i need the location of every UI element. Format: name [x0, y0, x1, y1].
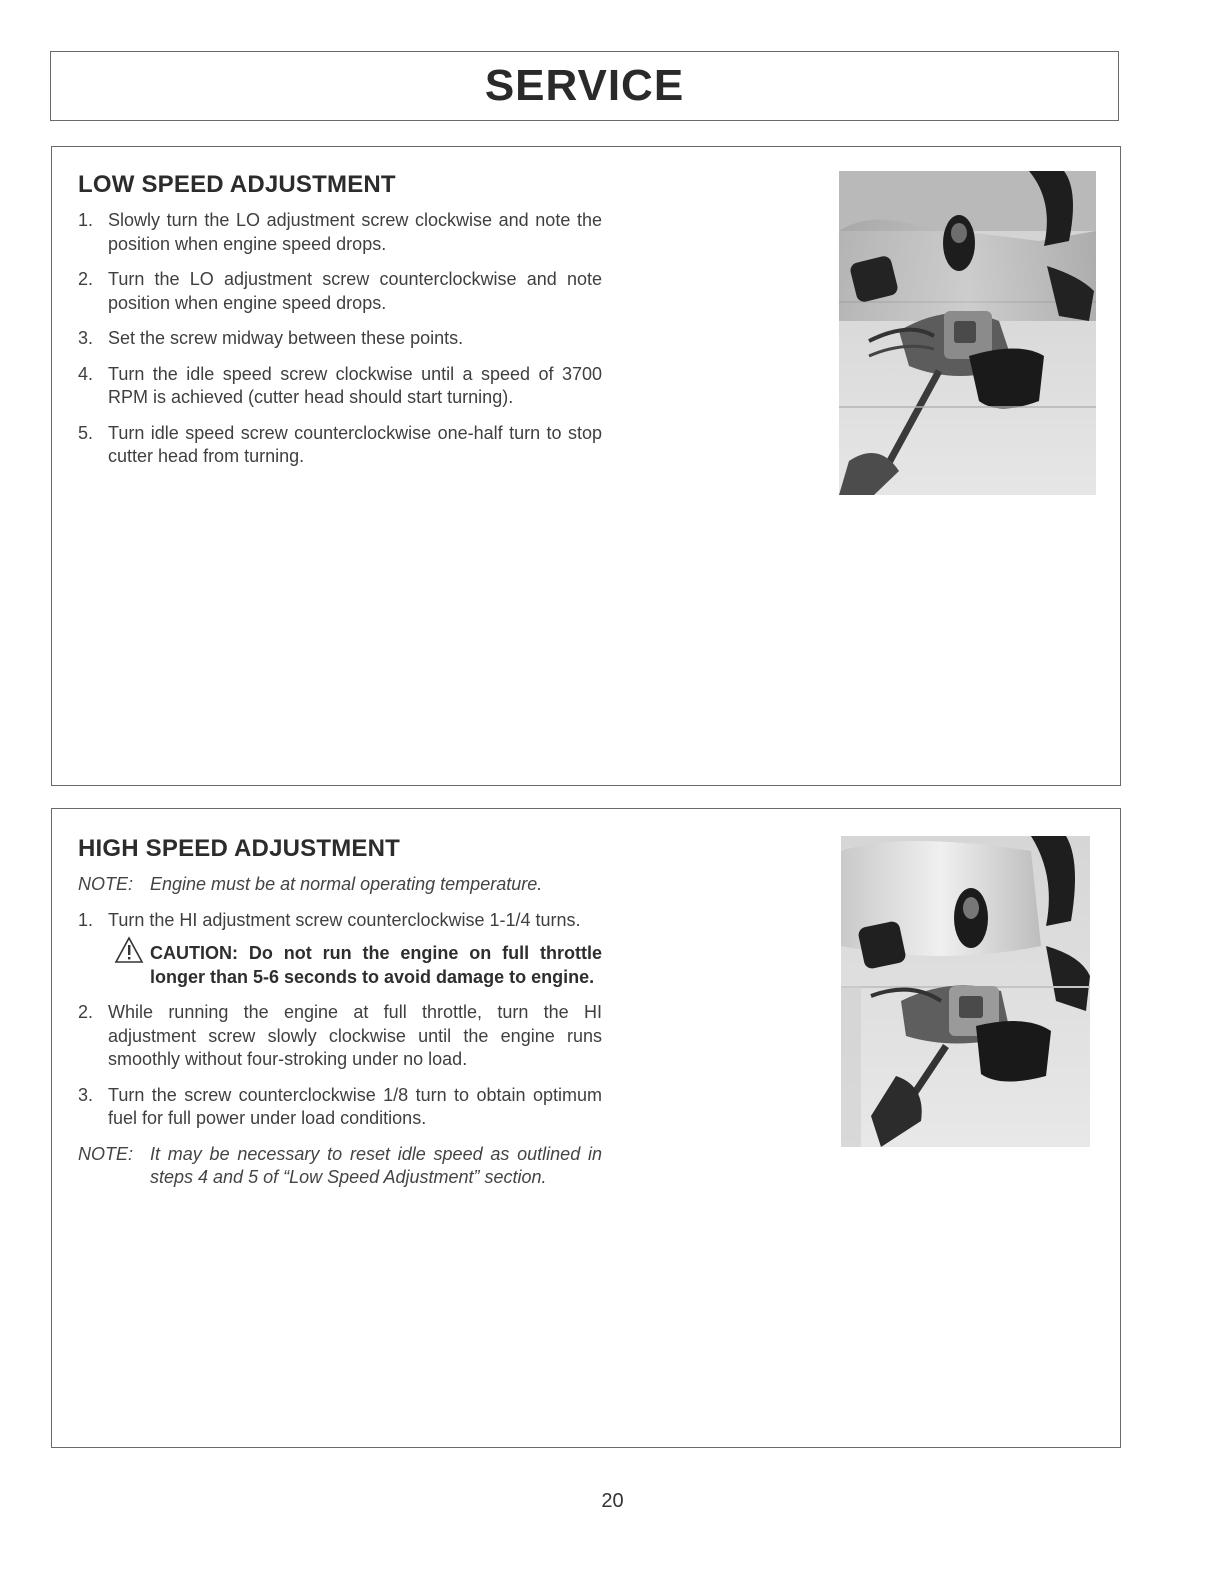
step-number: 3.	[78, 328, 94, 348]
warning-triangle-icon	[114, 942, 150, 989]
low-speed-text	[78, 171, 602, 481]
step-number: 1.	[78, 909, 94, 930]
list-item	[78, 327, 602, 351]
step-text: While running the engine at full throttle, turn the HI adjustment screw slowly clockwise until the engine runs smoothly without four-stroking under no load.	[108, 1002, 602, 1069]
step-number: 1.	[78, 210, 94, 230]
high-speed-text	[78, 835, 602, 1202]
note-label: NOTE:	[78, 874, 134, 894]
list-item	[78, 209, 602, 256]
step-text: Slowly turn the LO adjustment screw clockwise and note the position when engine speed drops.	[108, 210, 602, 254]
list-item	[78, 422, 602, 469]
list-item	[78, 1001, 602, 1072]
list-item	[78, 1084, 602, 1131]
low-speed-section	[51, 146, 1121, 786]
list-item	[78, 363, 602, 410]
list-item	[78, 268, 602, 315]
step-text: Turn the LO adjustment screw counterclockwise and note position when engine speed drops.	[108, 269, 602, 313]
step-number: 2.	[78, 269, 94, 289]
title-box	[50, 51, 1119, 121]
step-number: 3.	[78, 1084, 94, 1105]
page-number: 20	[601, 1490, 624, 1512]
note-top	[78, 873, 602, 897]
caution-text: Do not run the engine on full throttle longer than 5-6 seconds to avoid damage to engine.	[150, 943, 602, 987]
page-title: SERVICE	[484, 61, 685, 110]
step-text: Turn idle speed screw counterclockwise one-half turn to stop cutter head from turning.	[108, 422, 602, 466]
step-number: 5.	[78, 422, 94, 443]
step-text: Set the screw midway between these points.	[108, 328, 464, 348]
caution-block	[114, 942, 602, 989]
low-speed-photo	[839, 171, 1096, 495]
high-speed-section	[51, 808, 1121, 1448]
step-number: 4.	[78, 363, 94, 384]
note-bottom	[78, 1143, 602, 1190]
carburetor-photo-icon	[841, 836, 1090, 1147]
note-label: NOTE:	[78, 1143, 134, 1164]
note-text: It may be necessary to reset idle speed as outlined in steps 4 and 5 of “Low Speed Adjustment” section.	[150, 1143, 602, 1187]
step-number: 2.	[78, 1002, 94, 1022]
high-speed-heading: HIGH SPEED ADJUSTMENT	[78, 835, 401, 862]
caution-label: CAUTION:	[150, 943, 238, 963]
note-text: Engine must be at normal operating temperature.	[150, 874, 543, 894]
step-text: Turn the HI adjustment screw counterclockwise 1-1/4 turns.	[108, 909, 581, 930]
step-text: Turn the screw counterclockwise 1/8 turn to obtain optimum fuel for full power under load conditions.	[108, 1084, 602, 1128]
list-item	[78, 909, 602, 933]
high-speed-photo	[841, 836, 1090, 1147]
carburetor-photo-icon	[839, 171, 1096, 495]
step-text: Turn the idle speed screw clockwise until a speed of 3700 RPM is achieved (cutter head should start turning).	[108, 363, 602, 407]
low-speed-heading: LOW SPEED ADJUSTMENT	[78, 171, 396, 198]
